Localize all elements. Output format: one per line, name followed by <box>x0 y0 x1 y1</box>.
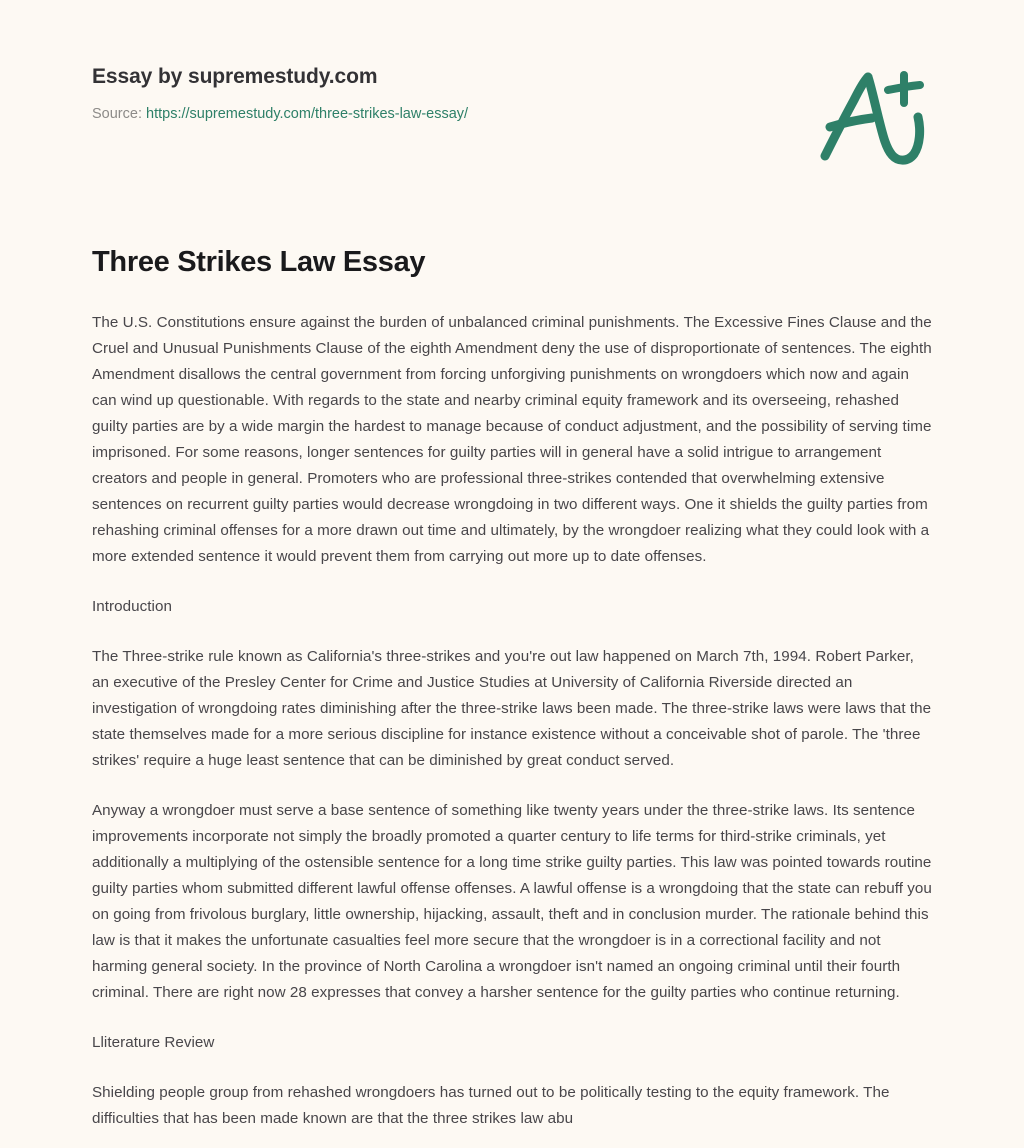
page-header <box>0 0 1024 200</box>
section-heading-introduction: Introduction <box>92 598 172 616</box>
essay-attribution: Essay by supremestudy.com <box>92 65 378 88</box>
article-paragraph: The Three-strike rule known as California's three-strikes and you're out law happened on March 7th, 1994. Robert Parker, an executive of the Presley Center for Crime and Justice Studies at University of California Riverside directed an investigation of wrongdoing rates diminishing after the three-strike laws been made. The three-strike laws were laws that the state themselves made for a more serious discipline for instance existence without a conceivable shot of parole. The 'three strikes' require a huge least sentence that can be diminished by great conduct served. <box>92 648 932 770</box>
article-paragraph: The U.S. Constitutions ensure against the burden of unbalanced criminal punishments. The Excessive Fines Clause and the Cruel and Unusual Punishments Clause of the eighth Amendment deny the use of disproportionate of sentences. The eighth Amendment disallows the central government from forcing unforgiving punishments on wrongdoers which now and again can wind up questionable. With regards to the state and nearby criminal equity framework and its overseeing, rehashed guilty parties are by a wide margin the hardest to manage because of conduct adjustment, and the possibility of serving time imprisoned. For some reasons, longer sentences for guilty parties will in general have a solid intrigue to arrangement creators and people in general. Promoters who are professional three-strikes contended that overwhelming extensive sentences on recurrent guilty parties would decrease wrongdoing in two different ways. One it shields the guilty parties from rehashing criminal offenses for a more drawn out time and ultimately, by the wrongdoer realizing what they could look with a more extended sentence it would prevent them from carrying out more up to date offenses. <box>92 314 932 566</box>
article-paragraph: Anyway a wrongdoer must serve a base sentence of something like twenty years under the three-strike laws. Its sentence improvements incorporate not simply the broadly promoted a quarter century to life terms for third-strike criminals, yet additionally a multiplying of the ostensible sentence for a long time strike guilty parties. This law was pointed towards routine guilty parties whom submitted different lawful offense offenses. A lawful offense is a wrongdoing that the state can rebuff you on going from frivolous burglary, little ownership, hijacking, assault, theft and in conclusion murder. The rationale behind this law is that it makes the unfortunate casualties feel more secure that the wrongdoer is in a correctional facility and not harming general society. In the province of North Carolina a wrongdoer isn't named an ongoing criminal until their fourth criminal. There are right now 28 expresses that convey a harsher sentence for the guilty parties who continue returning. <box>92 802 932 1002</box>
source-line <box>92 105 468 124</box>
article-paragraph: Shielding people group from rehashed wrongdoers has turned out to be politically testing to the equity framework. The difficulties that has been made known are that the three strikes law abu <box>92 1084 890 1128</box>
header-text-block <box>92 64 468 124</box>
source-url-link[interactable]: https://supremestudy.com/three-strikes-law-essay/ <box>146 106 469 123</box>
supremestudy-logo[interactable] <box>812 62 937 177</box>
article-body <box>92 244 934 1132</box>
source-label: Source: <box>92 106 142 123</box>
section-heading-literature-review: Lliterature Review <box>92 1034 215 1052</box>
a-plus-logo-icon <box>812 62 937 177</box>
page-title: Three Strikes Law Essay <box>92 246 426 278</box>
